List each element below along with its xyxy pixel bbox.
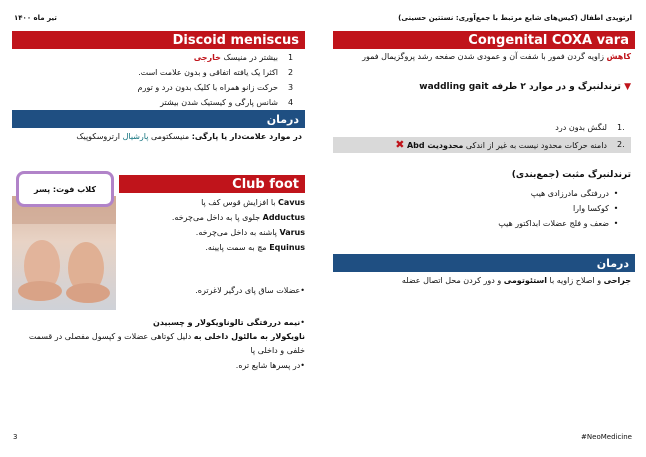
- waddling-line: [333, 82, 631, 92]
- coxa-treatment-bar: [333, 254, 635, 272]
- coxa-numbered-list: [333, 120, 631, 153]
- header-title: ارتوپدی اطفال (کیس‌های شایع مرتبط با جمع‌آوری: نستتین حسینی): [398, 14, 632, 22]
- subluxation-bold: نیمه دررفتگی تالوناویکولار و چسبیدن: [152, 318, 301, 327]
- trendelenburg-title: ترندلنبرگ مثبت (جمع‌بندی): [511, 170, 631, 180]
- discoid-treatment-text: [12, 130, 302, 143]
- discoid-list: [12, 50, 302, 110]
- coxa-vara-intro: [333, 50, 631, 63]
- list-text: حرکت زانو همراه با کلیک بدون درد و تورم: [137, 83, 278, 92]
- term: Adductus: [262, 213, 305, 222]
- list-text: ضعف و فلج عضلات ابداکتور هیپ: [498, 219, 609, 228]
- list-number: 4: [288, 98, 294, 107]
- boys-line: [12, 361, 305, 370]
- term-desc: پاشنه به داخل می‌چرخه.: [195, 228, 280, 237]
- clubfoot-photo: [12, 196, 116, 310]
- clubfoot-line: [119, 210, 305, 225]
- list-number: 2.: [617, 140, 625, 149]
- treatment-text: منیسکتومی: [148, 132, 192, 141]
- discoid-title-bar: [12, 31, 305, 49]
- treatment-bold: در موارد علامت‌دار یا پارگی:: [191, 132, 302, 141]
- callout-box: [16, 171, 114, 207]
- list-text: اکثرا یک یافته اتفاقی و بدون علامت است.: [138, 68, 278, 77]
- coxa-treatment-text: [333, 274, 631, 287]
- list-text-pre: دامنه حرکات محدود نیست به غیر از اندکی: [463, 141, 607, 150]
- list-item: [12, 80, 302, 95]
- red-x-icon: ✖: [395, 138, 405, 151]
- bullet-icon: •: [300, 318, 305, 327]
- list-text-pre: بیشتر در منیسک: [220, 53, 278, 62]
- list-text: دررفتگی مادرزادی هیپ: [530, 189, 609, 198]
- list-item: [333, 186, 623, 201]
- treatment-text: ارتروسکوپیک: [76, 132, 123, 141]
- bullet-icon: •: [300, 286, 305, 295]
- bullet-icon: •: [613, 204, 619, 213]
- treatment-teal: پارشیال: [122, 132, 149, 141]
- list-text: [395, 137, 607, 153]
- bullet-icon: •: [300, 361, 305, 370]
- coxa-vara-title-bar: [333, 31, 635, 49]
- list-item: [12, 50, 302, 65]
- list-number: 1.: [617, 123, 625, 132]
- list-text: [194, 50, 278, 65]
- term: Varus: [279, 228, 305, 237]
- footer-brand: #NeoMedicine: [581, 433, 632, 441]
- term-desc: مچ به سمت پایینه.: [205, 243, 270, 252]
- list-text: کوکسا وارا: [572, 204, 609, 213]
- clubfoot-lines: [119, 195, 305, 255]
- page-number: 3: [13, 433, 18, 441]
- boys-text: در پسرها شایع تره.: [235, 361, 301, 370]
- list-text-red: خارجی: [193, 53, 221, 62]
- list-text: شانس پارگی و کیستیک شدن بیشتر: [160, 98, 278, 107]
- red-triangle-icon: ▼: [624, 82, 631, 92]
- treatment-bold: جراحی: [603, 276, 631, 285]
- header-date: تیر ماه ۱۴۰۰: [14, 14, 57, 22]
- list-item: [333, 201, 623, 216]
- intro-keyword: کاهش: [606, 52, 631, 61]
- clubfoot-title-bar: [119, 175, 305, 193]
- list-text: لنگش بدون درد: [555, 123, 607, 132]
- treatment-text: و دور کردن محل اتصال عضله: [401, 276, 504, 285]
- treatment-bold: استئوتومی: [503, 276, 547, 285]
- trendelenburg-list: [333, 186, 623, 231]
- subluxation-bold: ناویکولار به مالئول داخلی به: [193, 332, 305, 341]
- coxa-vara-title: Congenital COXA vara: [468, 32, 629, 48]
- list-item: [12, 65, 302, 80]
- term-desc: با افزایش قوس کف پا: [201, 198, 279, 207]
- list-item: [333, 120, 631, 135]
- list-item: [333, 216, 623, 231]
- callout-text: کلاب فوت: پسر: [34, 184, 96, 194]
- subluxation-paragraph: [12, 316, 305, 358]
- term: Cavus: [278, 198, 305, 207]
- discoid-title: Discoid meniscus: [172, 32, 299, 48]
- subluxation-text: دلیل کوتاهی عضلات و کپسول مفصلی در قسمت خلفی و داخلی پا: [28, 332, 305, 355]
- treatment-text: و اصلاح زاویه با: [546, 276, 604, 285]
- clubfoot-line: [119, 195, 305, 210]
- discoid-treatment-title: درمان: [266, 112, 299, 126]
- coxa-treatment-title: درمان: [596, 256, 629, 270]
- bullet-icon: •: [613, 219, 619, 228]
- clubfoot-line: [119, 225, 305, 240]
- list-number: 1: [288, 53, 294, 62]
- list-number: 2: [288, 68, 294, 77]
- discoid-treatment-bar: [12, 110, 305, 128]
- list-item: [12, 95, 302, 110]
- intro-text: زاویه گردن فمور با شفت آن و عمودی شدن صفحه رشد پروگزیمال فمور: [362, 52, 607, 61]
- clubfoot-line: [119, 240, 305, 255]
- waddling-text: ترندلنبرگ و در موارد ۲ طرفه waddling gait: [419, 82, 621, 92]
- feet-illustration: [12, 196, 116, 310]
- list-number: 3: [288, 83, 294, 92]
- list-item-highlighted: [333, 137, 631, 153]
- term-desc: جلوی پا به داخل می‌چرخه.: [171, 213, 263, 222]
- term: Equinus: [269, 243, 305, 252]
- atrophy-line: [119, 286, 305, 295]
- clubfoot-title: Club foot: [232, 176, 299, 192]
- list-text-bold: محدودیت Abd: [406, 141, 464, 150]
- bullet-icon: •: [613, 189, 619, 198]
- atrophy-text: عضلات ساق پای درگیر لاغرتره.: [195, 286, 301, 295]
